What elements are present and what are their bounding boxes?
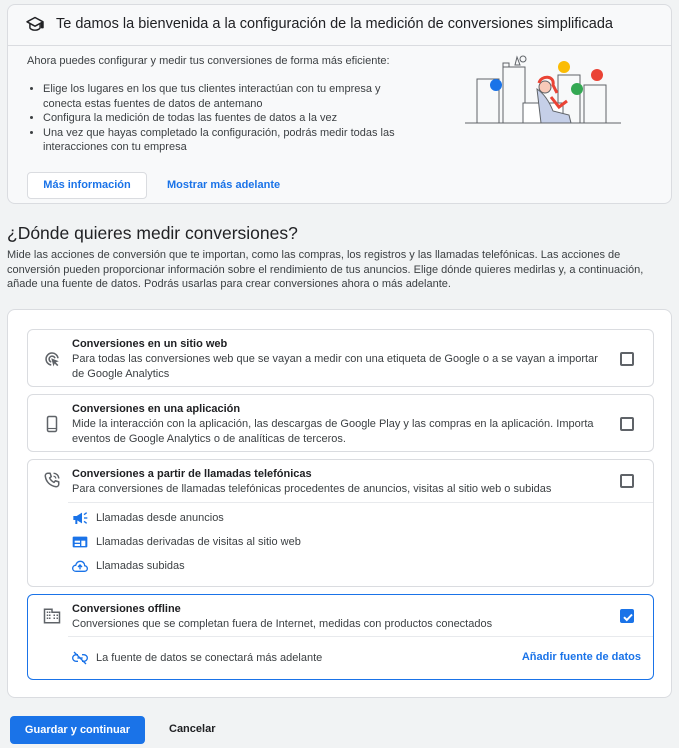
web-icon: [72, 535, 88, 549]
welcome-banner: [7, 4, 672, 204]
option-title: Conversiones a partir de llamadas telefónicas: [72, 468, 312, 480]
offline-note: [72, 651, 322, 665]
offline-note-text: La fuente de datos se conectará más adelante: [96, 652, 323, 664]
option-app-card[interactable]: [27, 394, 654, 452]
sub-item-uploaded-calls: [72, 559, 185, 573]
section-description: Mide las acciones de conversión que te importan, como las compras, los registros y las llamadas telefónicas. Las acciones de conversión pueden proporcionar información sobre el rendimiento de tus anuncios. Elige dónde quieres medirlas y, a continuación, añade una fuente de datos. Podrás usarlas para crear conversiones ahora o más adelante.: [7, 249, 644, 290]
sub-item-calls-from-ads: [72, 511, 224, 525]
building-icon: [43, 607, 61, 625]
link-off-icon: [72, 651, 88, 665]
sub-divider: [68, 636, 653, 637]
option-offline-checkbox[interactable]: [620, 609, 634, 623]
cancel-button[interactable]: Cancelar: [169, 723, 216, 735]
option-description: Mide la interacción con la aplicación, las descargas de Google Play y las compras en la aplicación. Importa eventos de Google Analytics o de analíticas de terceros.: [72, 418, 594, 445]
option-description: Para conversiones de llamadas telefónicas procedentes de anuncios, visitas al sitio web o subidas: [72, 483, 552, 495]
sub-item-label: Llamadas subidas: [96, 560, 185, 572]
conversion-options-panel: [7, 309, 672, 698]
show-later-button[interactable]: Mostrar más adelante: [167, 179, 281, 191]
option-calls-checkbox[interactable]: [620, 474, 634, 488]
welcome-illustration: [463, 49, 628, 149]
welcome-bullets: [27, 82, 399, 155]
option-calls-card[interactable]: [27, 459, 654, 587]
option-website-card[interactable]: [27, 329, 654, 387]
check-icon: [621, 610, 635, 624]
add-data-source-link[interactable]: Añadir fuente de datos: [521, 651, 641, 663]
phone-in-talk-icon: [43, 471, 61, 489]
option-offline-card[interactable]: [27, 594, 654, 680]
option-description: Conversiones que se completan fuera de Internet, medidas con productos conectados: [72, 618, 493, 630]
welcome-bullet: • Elige los lugares en los que tus clientes interactúan con tu empresa y conecta estas fuentes de datos de antemano: [43, 82, 399, 111]
sub-item-label: Llamadas desde anuncios: [96, 512, 224, 524]
sub-divider: [68, 502, 653, 503]
graduation-cap-icon: [26, 16, 44, 32]
option-app-checkbox[interactable]: [620, 417, 634, 431]
save-continue-button[interactable]: Guardar y continuar: [10, 716, 145, 744]
option-title: Conversiones offline: [72, 603, 181, 615]
option-website-checkbox[interactable]: [620, 352, 634, 366]
section-title: ¿Dónde quieres medir conversiones?: [7, 223, 298, 243]
option-title: Conversiones en una aplicación: [72, 403, 241, 415]
sub-item-calls-from-website: [72, 535, 301, 549]
more-info-button[interactable]: Más información: [27, 172, 147, 199]
welcome-lead: Ahora puedes configurar y medir tus conversiones de forma más eficiente:: [27, 55, 390, 67]
welcome-bullet: • Una vez que hayas completado la configuración, podrás medir todas las interacciones con tu empresa: [43, 126, 399, 155]
option-title: Conversiones en un sitio web: [72, 338, 228, 350]
welcome-title-row: [26, 16, 613, 32]
sub-item-label: Llamadas derivadas de visitas al sitio web: [96, 536, 301, 548]
option-description: Para todas las conversiones web que se vayan a medir con una etiqueta de Google o a se vayan a importar de Google Analytics: [72, 353, 598, 380]
cloud-upload-icon: [72, 559, 88, 573]
smartphone-icon: [43, 415, 61, 433]
welcome-title: Te damos la bienvenida a la configuración de la medición de conversiones simplificada: [56, 16, 613, 32]
welcome-divider: [8, 45, 671, 46]
cursor-click-icon: [43, 350, 61, 368]
welcome-bullet: • Configura la medición de todas las fuentes de datos a la vez: [43, 111, 399, 126]
campaign-icon: [72, 511, 88, 525]
